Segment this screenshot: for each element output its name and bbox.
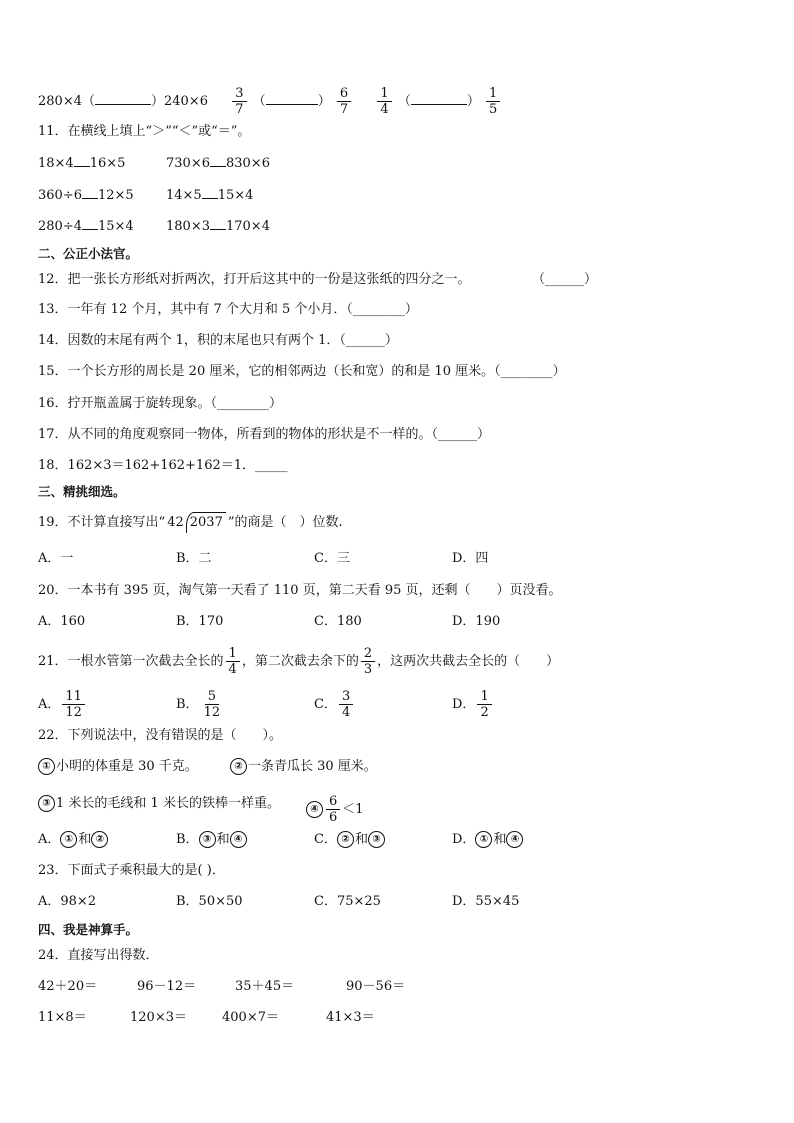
fraction: $\frac{2}{3}$	[361, 646, 375, 677]
answer-blank[interactable]	[202, 186, 218, 199]
q17: 17．从不同的角度观察同一物体，所看到的物体的形状是不一样的。（______）	[38, 427, 491, 442]
calc-item: 96－12＝	[137, 979, 197, 994]
q16: 16．拧开瓶盖属于旋转现象。（________）	[38, 396, 283, 411]
calc-item: 90－56＝	[346, 979, 406, 994]
q20-option-d[interactable]: D．190	[452, 614, 501, 629]
fraction: $\frac{3}{7}$	[232, 86, 246, 117]
q11-row: 18×4 16×5	[38, 156, 126, 171]
calc-item: 42＋20＝	[38, 979, 98, 994]
q21-option-d[interactable]: D． $\frac{1}{2}$	[452, 689, 494, 720]
q22-option-a[interactable]: A． ① 和 ②	[38, 830, 109, 850]
fraction: $\frac{1}{5}$	[486, 86, 500, 117]
answer-blank[interactable]	[210, 154, 226, 167]
q19-option-b[interactable]: B．二	[176, 551, 212, 566]
q11-stem: 11．在横线上填上“＞”“＜”或“＝”。	[38, 124, 251, 139]
q23-option-d[interactable]: D．55×45	[452, 894, 520, 909]
fraction: $\frac{5}{12}$	[203, 689, 221, 720]
q23-option-b[interactable]: B．50×50	[176, 894, 243, 909]
fraction: $\frac{6}{7}$	[337, 86, 351, 117]
q23: 23．下面式子乘积最大的是( )．	[38, 863, 225, 878]
fraction: $\frac{1}{4}$	[377, 86, 391, 117]
calc-item: 120×3＝	[130, 1010, 187, 1025]
q12-answer[interactable]: （______）	[532, 272, 598, 287]
answer-blank[interactable]	[266, 92, 318, 105]
q18: 18．162×3＝162+162+162＝1．_____	[38, 458, 288, 473]
q21-option-a[interactable]: A． $\frac{11}{12}$	[38, 689, 87, 720]
q22-statement-3: ③ 1 米长的毛线和 1 米长的铁棒一样重。	[38, 794, 280, 814]
fraction: $\frac{1}{4}$	[226, 646, 240, 677]
fraction: $\frac{6}{6}$	[326, 794, 340, 825]
q20: 20．一本书有 395 页，淘气第一天看了 110 页，第二天看 95 页，还剩（ ）页没看。	[38, 583, 562, 598]
q14: 14．因数的末尾有两个 1，积的末尾也只有两个 1．（______）	[38, 333, 398, 348]
q10-row: 280×4（ ）240×6 $\frac{3}{7}$ （ ） $\frac{6}{7}$ $\frac{1}{4}$ （ ） $\frac{1}{5}$	[38, 86, 502, 117]
q23-option-c[interactable]: C．75×25	[314, 894, 381, 909]
q20-option-a[interactable]: A．160	[38, 614, 86, 629]
fraction: $\frac{11}{12}$	[62, 689, 85, 720]
q19-option-a[interactable]: A．一	[38, 551, 74, 566]
calc-item: 35＋45＝	[235, 979, 295, 994]
q22-statement-1: ① 小明的体重是 30 千克。	[38, 757, 198, 777]
q22-option-b[interactable]: B． ③ 和 ④	[176, 830, 248, 850]
calc-item: 11×8＝	[38, 1010, 87, 1025]
long-division: 42 2037	[167, 512, 226, 533]
calc-item: 400×7＝	[222, 1010, 279, 1025]
q21-option-c[interactable]: C． $\frac{3}{4}$	[314, 689, 355, 720]
q11-row: 730×6 830×6	[166, 156, 270, 171]
q11-row: 360÷6 12×5	[38, 188, 134, 203]
q11-row: 280÷4 15×4	[38, 219, 134, 234]
q23-option-a[interactable]: A．98×2	[38, 894, 97, 909]
fraction: $\frac{3}{4}$	[339, 689, 353, 720]
q12: 12．把一张长方形纸对折两次，打开后这其中的一份是这张纸的四分之一。	[38, 272, 471, 287]
q22-option-d[interactable]: D． ① 和 ④	[452, 830, 524, 850]
q20-option-c[interactable]: C．180	[314, 614, 362, 629]
calc-item: 41×3＝	[326, 1010, 375, 1025]
q22-statement-4: ④ $\frac{6}{6}$ ＜1	[306, 794, 364, 825]
q22-statement-2: ② 一条青瓜长 30 厘米。	[230, 757, 377, 777]
q22: 22．下列说法中，没有错误的是（ ）。	[38, 728, 283, 743]
q19: 19．不计算直接写出“ 42 2037 ”的商是（ ）位数.	[38, 512, 343, 533]
section-heading: 二、公正小法官。	[38, 246, 139, 261]
q22-option-c[interactable]: C． ② 和 ③	[314, 830, 386, 850]
answer-blank[interactable]	[82, 186, 98, 199]
q21: 21．一根水管第一次截去全长的 $\frac{1}{4}$ ，第二次截去余下的 $\frac{2}{3}$ ，这两次共截去全长的（ ）	[38, 646, 560, 677]
q19-option-c[interactable]: C．三	[314, 551, 350, 566]
answer-blank[interactable]	[74, 154, 90, 167]
q13: 13．一年有 12 个月，其中有 7 个大月和 5 个小月．（________）	[38, 302, 418, 317]
q11-row: 14×5 15×4	[166, 188, 254, 203]
fraction: $\frac{1}{2}$	[477, 689, 491, 720]
q11-row: 180×3 170×4	[166, 219, 270, 234]
q15: 15．一个长方形的周长是 20 厘米，它的相邻两边（长和宽）的和是 10 厘米。（________）	[38, 364, 566, 379]
q20-option-b[interactable]: B．170	[176, 614, 224, 629]
q24: 24．直接写出得数．	[38, 948, 159, 963]
answer-blank[interactable]	[411, 92, 467, 105]
answer-blank[interactable]	[210, 217, 226, 230]
section-heading: 四、我是神算手。	[38, 922, 139, 937]
q21-option-b[interactable]: B． $\frac{5}{12}$	[176, 689, 225, 720]
q19-option-d[interactable]: D．四	[452, 551, 489, 566]
answer-blank[interactable]	[95, 92, 151, 105]
section-heading: 三、精挑细选。	[38, 484, 126, 499]
answer-blank[interactable]	[82, 217, 98, 230]
